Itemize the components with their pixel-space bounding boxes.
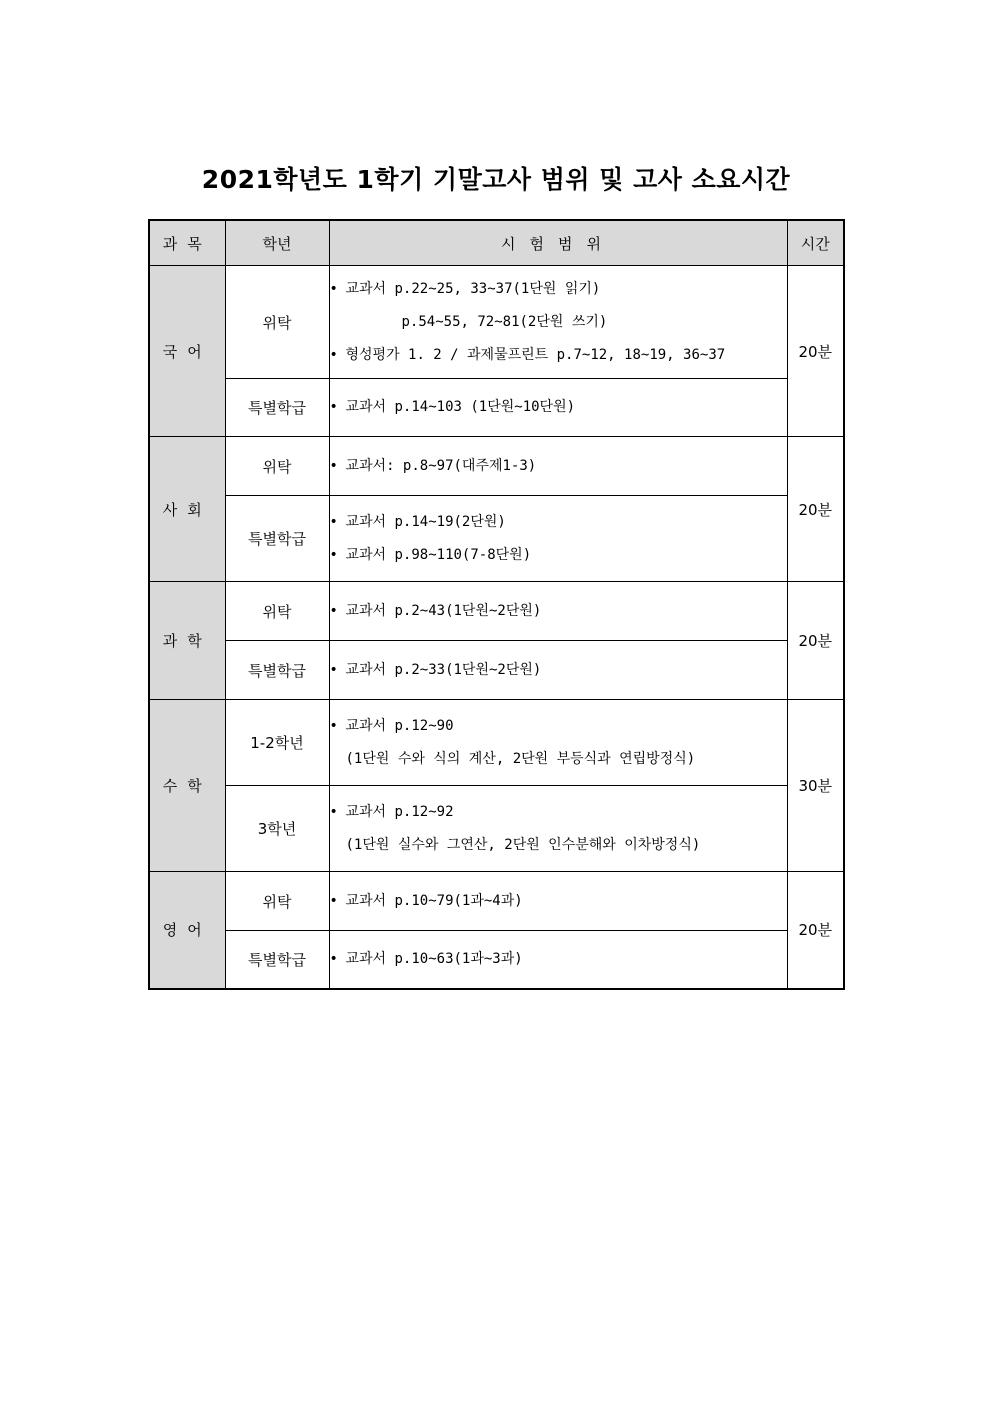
range-cell — [329, 496, 787, 582]
document-title: 2021학년도 1학기 기말고사 범위 및 고사 소요시간 — [201, 165, 791, 194]
range-cell — [329, 266, 787, 379]
range-cell — [329, 582, 787, 641]
subject-korean: 국어 — [149, 266, 225, 437]
bullet-icon: • — [329, 399, 338, 415]
bullet-icon: • — [329, 661, 338, 678]
table-row — [149, 437, 844, 496]
grade-cell: 위탁 — [225, 582, 329, 641]
table-row — [149, 641, 844, 700]
grade-cell: 특별학급 — [225, 931, 329, 989]
grade-cell: 특별학급 — [225, 496, 329, 582]
subject-math: 수학 — [149, 700, 225, 872]
bullet-icon: • — [329, 602, 338, 619]
bullet-icon: • — [329, 346, 338, 363]
range-cell — [329, 931, 787, 989]
bullet-icon: • — [329, 717, 338, 734]
grade-cell: 특별학급 — [225, 379, 329, 437]
bullet-icon: • — [329, 803, 338, 820]
list-item: • 교과서 p.2~43(1단원~2단원) — [330, 595, 787, 628]
header-row — [149, 220, 844, 266]
time-cell: 20분 — [787, 582, 844, 700]
range-cell — [329, 872, 787, 931]
list-item: • 교과서 p.12~90 — [330, 710, 787, 743]
list-item: (1단원 실수와 그연산, 2단원 인수분해와 이차방정식) — [345, 836, 701, 853]
list-item: • 교과서 p.12~92 — [330, 796, 787, 829]
range-cell — [329, 437, 787, 496]
bullet-icon: • — [329, 513, 338, 530]
range-cell — [329, 641, 787, 700]
list-item: • 교과서 p.14~19(2단원) — [330, 506, 787, 539]
table-row — [149, 496, 844, 582]
table-row — [149, 379, 844, 437]
table-row — [149, 582, 844, 641]
time-cell: 20분 — [787, 437, 844, 582]
subject-science: 과학 — [149, 582, 225, 700]
header-grade: 학년 — [225, 220, 329, 266]
table-row — [149, 931, 844, 989]
bullet-icon: • — [329, 546, 338, 563]
bullet-icon: • — [329, 280, 338, 297]
list-item: • 교과서 p.2~33(1단원~2단원) — [330, 654, 787, 687]
list-item: p.54~55, 72~81(2단원 쓰기) — [401, 313, 608, 330]
table-row — [149, 700, 844, 786]
grade-cell: 위탁 — [225, 437, 329, 496]
header-range: 시험범위 — [329, 220, 787, 266]
grade-cell: 3학년 — [225, 786, 329, 872]
grade-cell: 위탁 — [225, 872, 329, 931]
list-item: • 교과서 p.14~103 (1단원~10단원) — [330, 391, 787, 424]
table-row — [149, 266, 844, 379]
grade-cell: 1-2학년 — [225, 700, 329, 786]
time-cell: 30분 — [787, 700, 844, 872]
header-time: 시간 — [787, 220, 844, 266]
list-item: • 형성평가 1. 2 / 과제물프린트 p.7~12, 18~19, 36~37 — [330, 339, 787, 372]
grade-cell: 위탁 — [225, 266, 329, 379]
range-cell — [329, 700, 787, 786]
bullet-icon: • — [329, 892, 338, 909]
subject-english: 영어 — [149, 872, 225, 989]
table-row — [149, 786, 844, 872]
time-cell: 20분 — [787, 872, 844, 989]
list-item: • 교과서 p.22~25, 33~37(1단원 읽기) — [330, 273, 787, 306]
bullet-icon: • — [329, 457, 338, 474]
list-item: • 교과서 p.10~79(1과~4과) — [330, 885, 787, 918]
list-item: • 교과서: p.8~97(대주제1-3) — [330, 450, 787, 483]
header-subject: 과목 — [149, 220, 225, 266]
range-cell — [329, 786, 787, 872]
list-item: • 교과서 p.10~63(1과~3과) — [330, 943, 787, 976]
list-item: • 교과서 p.98~110(7-8단원) — [330, 539, 787, 572]
table-row — [149, 872, 844, 931]
bullet-icon: • — [329, 950, 338, 967]
grade-cell: 특별학급 — [225, 641, 329, 700]
list-item: (1단원 수와 식의 계산, 2단원 부등식과 연립방정식) — [345, 750, 696, 767]
time-cell: 20분 — [787, 266, 844, 437]
range-cell — [329, 379, 787, 437]
subject-social: 사회 — [149, 437, 225, 582]
exam-range-table — [148, 219, 845, 990]
